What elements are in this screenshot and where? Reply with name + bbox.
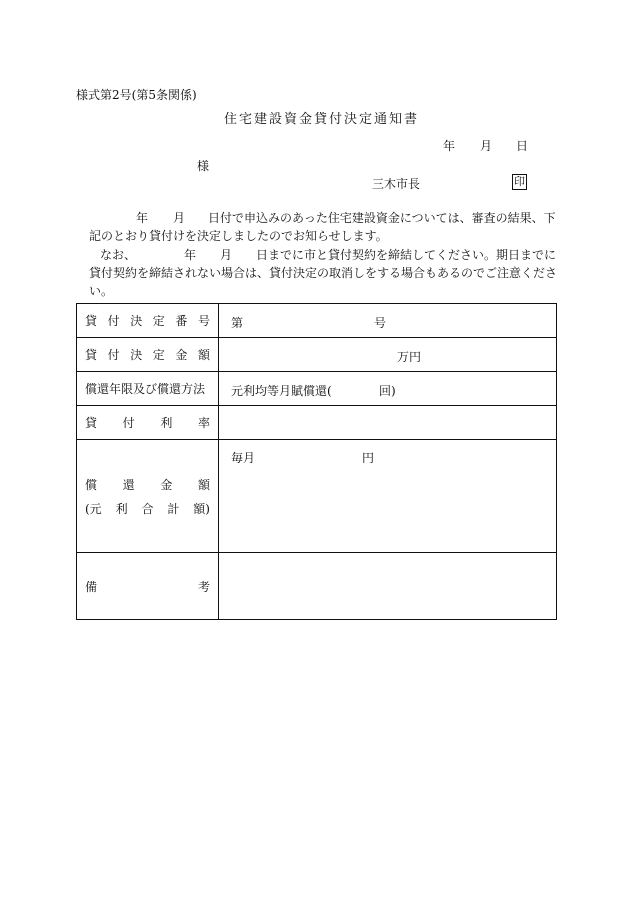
label-char: 定 bbox=[152, 314, 165, 328]
label-char: 号 bbox=[197, 314, 210, 328]
row-interest-rate bbox=[77, 406, 557, 440]
label-remarks bbox=[77, 553, 219, 620]
value-repayment-amount[interactable] bbox=[219, 440, 557, 553]
label-char: 考 bbox=[197, 579, 210, 594]
sublabel-char: 計 bbox=[167, 501, 180, 516]
label-char: 金 bbox=[160, 477, 173, 492]
para1-year: 年 bbox=[136, 211, 149, 225]
label-char: 付 bbox=[107, 348, 120, 362]
addressee-suffix: 様 bbox=[197, 159, 210, 173]
para2-year: 年 bbox=[184, 248, 197, 262]
label-interest-rate bbox=[77, 406, 219, 440]
label-char: 額 bbox=[197, 348, 210, 362]
date-month: 月 bbox=[480, 139, 493, 153]
label-char: 決 bbox=[130, 348, 143, 362]
label-loan-amount bbox=[77, 338, 219, 372]
loan-amount-unit: 万円 bbox=[397, 350, 422, 364]
para1-month: 月 bbox=[173, 211, 186, 225]
label-char: 貸 bbox=[85, 416, 98, 430]
value-loan-number[interactable] bbox=[219, 304, 557, 338]
loan-number-prefix: 第 bbox=[231, 316, 244, 330]
label-repayment-method bbox=[77, 372, 219, 406]
para2-line1: 日までに市と貸付契約を締結してください。期日までに bbox=[256, 248, 557, 262]
row-repayment-method bbox=[77, 372, 557, 406]
para2-line2: 貸付契約を締結されない場合は、貸付決定の取消しをする場合もあるのでご注意くださ bbox=[89, 266, 558, 280]
label-text: 償還年限及び償還方法 bbox=[85, 382, 206, 396]
label-char: 付 bbox=[107, 314, 120, 328]
label-char: 還 bbox=[122, 477, 135, 492]
value-loan-amount[interactable] bbox=[219, 338, 557, 372]
label-char: 貸 bbox=[85, 348, 98, 362]
row-loan-amount bbox=[77, 338, 557, 372]
loan-number-suffix: 号 bbox=[374, 316, 387, 330]
sublabel-char: (元 bbox=[85, 501, 102, 516]
row-loan-number bbox=[77, 304, 557, 338]
label-char: 償 bbox=[85, 477, 98, 492]
label-char: 金 bbox=[175, 348, 188, 362]
para2-line3: い。 bbox=[89, 284, 114, 298]
para1-line2: 記のとおり貸付けを決定しましたのでお知らせします。 bbox=[89, 229, 388, 243]
yen-unit: 円 bbox=[362, 451, 375, 465]
label-char: 利 bbox=[160, 416, 173, 430]
sublabel-char: 額) bbox=[193, 501, 210, 516]
sublabel-char: 合 bbox=[141, 501, 154, 516]
para1-line1: 日付で申込みのあった住宅建設資金については、審査の結果、下 bbox=[208, 211, 556, 225]
value-remarks[interactable] bbox=[219, 553, 557, 620]
label-char: 付 bbox=[122, 416, 135, 430]
repayment-times: 回) bbox=[379, 384, 396, 398]
para2-month: 月 bbox=[220, 248, 233, 262]
label-char: 備 bbox=[85, 579, 98, 594]
label-char: 貸 bbox=[85, 314, 98, 328]
label-char: 率 bbox=[197, 416, 210, 430]
document-title: 住宅建設資金貸付決定通知書 bbox=[224, 112, 420, 127]
row-remarks bbox=[77, 553, 557, 620]
label-loan-number bbox=[77, 304, 219, 338]
date-year: 年 bbox=[443, 139, 456, 153]
loan-decision-table bbox=[76, 303, 557, 620]
row-repayment-amount bbox=[77, 440, 557, 553]
label-char: 定 bbox=[152, 348, 165, 362]
monthly-label: 毎月 bbox=[231, 451, 256, 465]
repayment-method-text: 元利均等月賦償還( bbox=[231, 384, 332, 398]
sublabel-char: 利 bbox=[115, 501, 128, 516]
form-number: 様式第2号(第5条関係) bbox=[76, 88, 197, 102]
issuer-name: 三木市長 bbox=[372, 177, 421, 191]
seal-mark: 印 bbox=[514, 175, 525, 188]
label-char: 番 bbox=[175, 314, 188, 328]
label-char: 額 bbox=[197, 477, 210, 492]
label-repayment-amount bbox=[77, 440, 219, 553]
label-char: 決 bbox=[130, 314, 143, 328]
date-day: 日 bbox=[516, 139, 529, 153]
para2-start: なお、 bbox=[100, 248, 137, 262]
value-repayment-method[interactable] bbox=[219, 372, 557, 406]
value-interest-rate[interactable] bbox=[219, 406, 557, 440]
